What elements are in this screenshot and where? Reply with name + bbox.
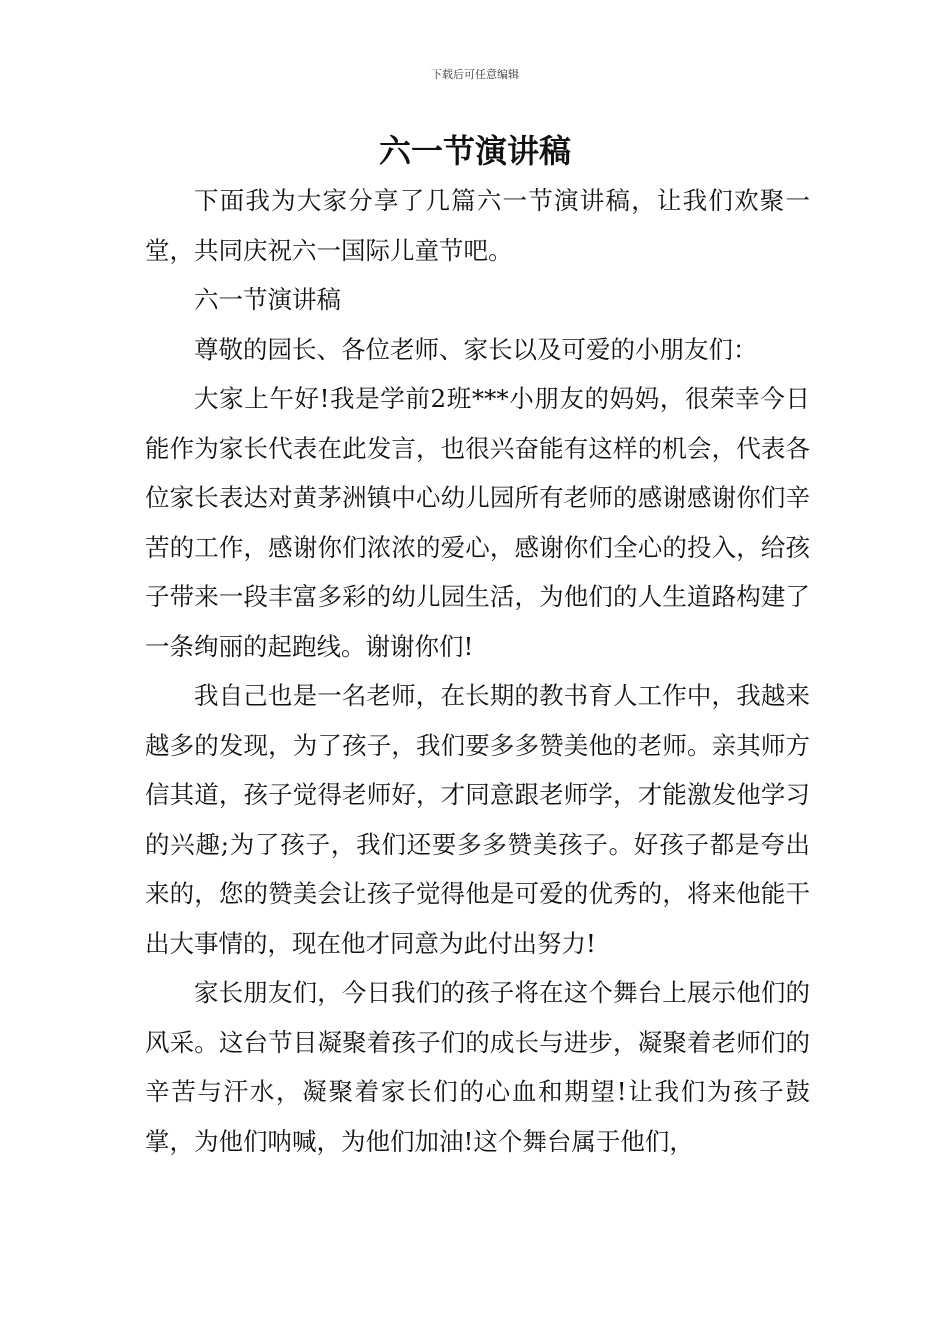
document-body [145,176,810,1166]
document-title: 六一节演讲稿 [378,132,571,170]
body-paragraph: 我自己也是一名老师，在长期的教书育人工作中，我越来越多的发现，为了孩子，我们要多多赞美他的老师。亲其师方信其道，孩子觉得老师好，才同意跟老师学，才能激发他学习的兴趣;为了孩子，我们还要多多赞美孩子。好孩子都是夸出来的，您的赞美会让孩子觉得他是可爱的优秀的，将来他能干出大事情的，现在他才同意为此付出努力! [145,681,810,958]
body-paragraph: 大家上午好!我是学前2班***小朋友的妈妈，很荣幸今日能作为家长代表在此发言，也很兴奋能有这样的机会，代表各位家长表达对黄茅洲镇中心幼儿园所有老师的感谢感谢你们辛苦的工作，感谢你们浓浓的爱心，感谢你们全心的投入，给孩子带来一段丰富多彩的幼儿园生活，为他们的人生道路构建了一条绚丽的起跑线。谢谢你们! [145,384,810,661]
body-paragraph: 家长朋友们，今日我们的孩子将在这个舞台上展示他们的风采。这台节目凝聚着孩子们的成长与进步，凝聚着老师们的辛苦与汗水，凝聚着家长们的心血和期望!让我们为孩子鼓掌，为他们呐喊，为他们加油!这个舞台属于他们， [145,978,810,1156]
intro-paragraph: 下面我为大家分享了几篇六一节演讲稿，让我们欢聚一堂，共同庆祝六一国际儿童节吧。 [145,186,810,265]
salutation-paragraph: 尊敬的园长、各位老师、家长以及可爱的小朋友们： [194,334,758,364]
header-note: 下载后可任意编辑 [431,68,519,81]
section-heading: 六一节演讲稿 [194,285,341,314]
